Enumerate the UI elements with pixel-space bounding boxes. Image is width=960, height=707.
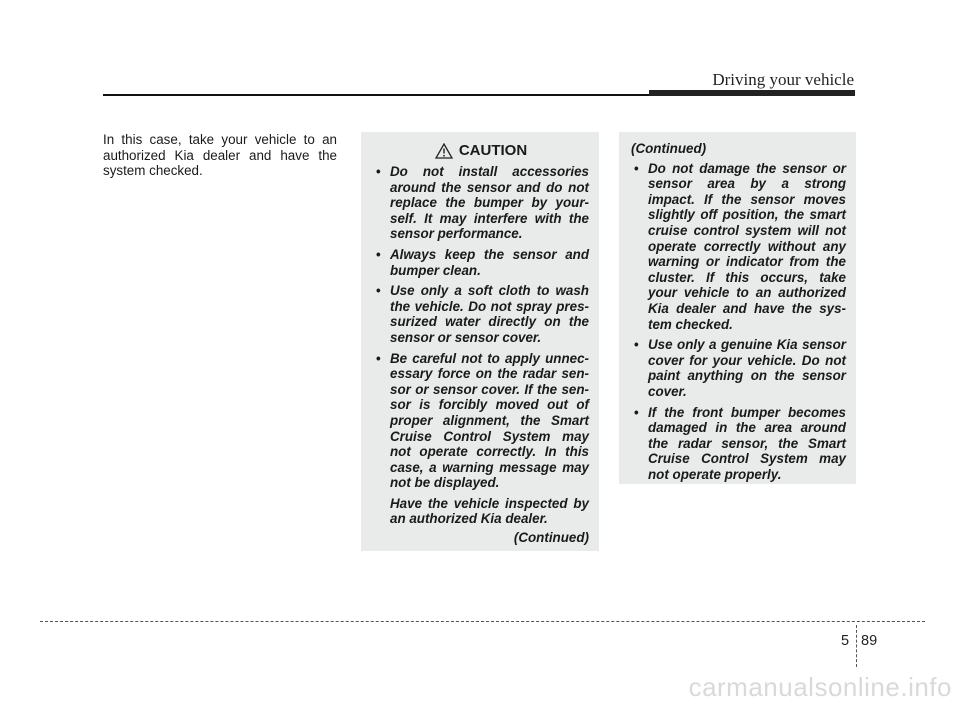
list-item: • Do not damage the sensor or sensor area by a strong impact. If the sensor moves slightly off position, the smart cruise control system will not operate correctly without any warning or indicator from the cluster. If this occurs, take your vehicle to an authorized Kia dealer and have the sys-tem checked. [631, 161, 846, 333]
list-item: • If the front bumper becomes damaged in the area around the radar sensor, the Smart Cruise Control System may not operate properly. [631, 405, 846, 483]
header-rule-accent [649, 90, 855, 96]
list-item: • Use only a genuine Kia sensor cover for your vehicle. Do not paint anything on the sensor cover. [631, 337, 846, 399]
caution-title: CAUTION [458, 142, 528, 160]
caution-heading [373, 143, 589, 159]
footer-rule [40, 621, 925, 622]
header-title: Driving your vehicle [712, 70, 854, 89]
continued-label: (Continued) [513, 530, 589, 546]
warning-triangle-icon [435, 143, 453, 159]
list-item: • Use only a soft cloth to wash the vehicle. Do not spray pres-surized water directly on the sensor or sensor cover. [373, 283, 589, 345]
page-number: 89 [861, 633, 878, 649]
footer-divider [856, 625, 857, 667]
caution-box-right [619, 132, 856, 484]
caution-list-right [631, 161, 846, 483]
continued-label: (Continued) [631, 141, 707, 156]
chapter-number: 5 [841, 633, 850, 649]
intro-paragraph: In this case, take your vehicle to an authorized Kia dealer and have the system checked. [103, 132, 337, 179]
caution-extra-note: Have the vehicle inspected by an authorized Kia dealer. [390, 495, 589, 527]
caution-box-left [361, 132, 599, 551]
list-item: • Do not install accessories around the sensor and do not replace the bumper by your-self. It may interfere with the sensor performance. [373, 164, 589, 242]
watermark: carmanualsonline.info [688, 672, 952, 702]
caution-list-left [373, 164, 589, 491]
list-item: • Always keep the sensor and bumper clean. [373, 247, 589, 278]
list-item: • Be careful not to apply unnec-essary force on the radar sen-sor or sensor cover. If the sen-sor is forcibly moved out of proper alignment, the Smart Cruise Control System may not operate correctly. In this case, a warning message may not be displayed. [373, 351, 589, 491]
